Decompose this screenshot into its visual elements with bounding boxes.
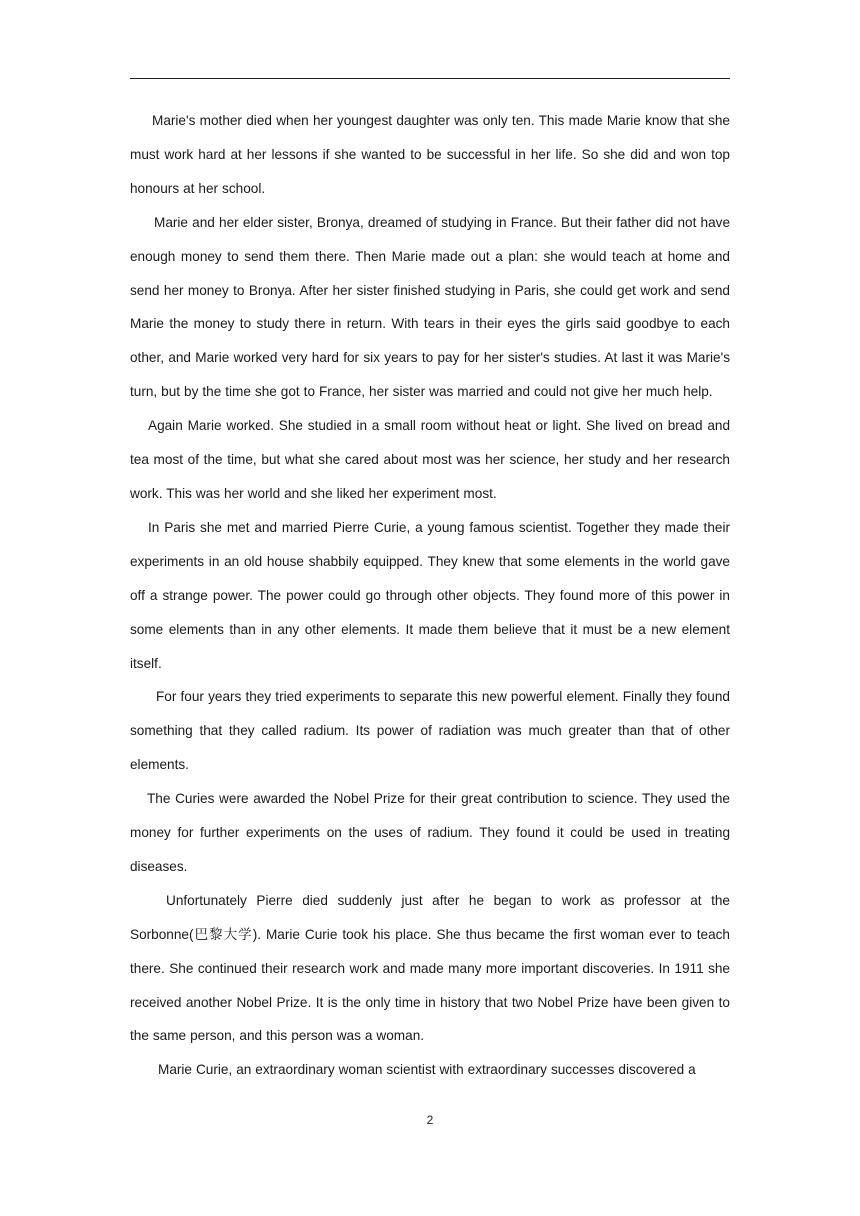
paragraph-pierre-curie: In Paris she met and married Pierre Curie, a young famous scientist. Together they made their experiments in an old house shabbily equipped. They knew that some elements in the world gave off a strange power. The power could go through other objects. They found more of this power in some elements than in any other elements. It made them believe that it must be a new element itself. [130,519,730,671]
paragraph-extraordinary-woman: Marie Curie, an extraordinary woman scientist with extraordinary successes discovered a [158,1062,696,1078]
paragraph-sorbonne: Unfortunately Pierre died suddenly just after he began to work as professor at the Sorbonne(巴黎大学). Marie Curie took his place. She thus became the first woman ever to teach there. She continued their research work and made many more important discoveries. In 1911 she received another Nobel Prize. It is the only time in history that two Nobel Prize have been given to the same person, and this person was a woman. [130,892,730,1044]
document-body [130,104,730,1087]
paragraph-bronya-plan: Marie and her elder sister, Bronya, dreamed of studying in France. But their father did not have enough money to send them there. Then Marie made out a plan: she would teach at home and send her money to Bronya. After her sister finished studying in Paris, she could get work and send Marie the money to study there in return. With tears in their eyes the girls said goodbye to each other, and Marie worked very hard for six years to pay for her sister's studies. At last it was Marie's turn, but by the time she got to France, her sister was married and could not give her much help. [130,214,730,400]
header-rule [130,78,730,79]
page-number: 2 [426,1113,434,1127]
paragraph-mother-died: Marie's mother died when her youngest daughter was only ten. This made Marie know that she must work hard at her lessons if she wanted to be successful in her life. So she did and won top honours at her school. [130,113,730,196]
paragraph-again-marie-worked: Again Marie worked. She studied in a small room without heat or light. She lived on bread and tea most of the time, but what she cared about most was her science, her study and her research work. This was her world and she liked her experiment most. [130,418,730,501]
paragraph-nobel-prize: The Curies were awarded the Nobel Prize for their great contribution to science. They used the money for further experiments on the uses of radium. They found it could be used in treating diseases. [130,791,730,874]
paragraph-radium: For four years they tried experiments to separate this new powerful element. Finally they found something that they called radium. Its power of radiation was much greater than that of other elements. [130,689,730,773]
